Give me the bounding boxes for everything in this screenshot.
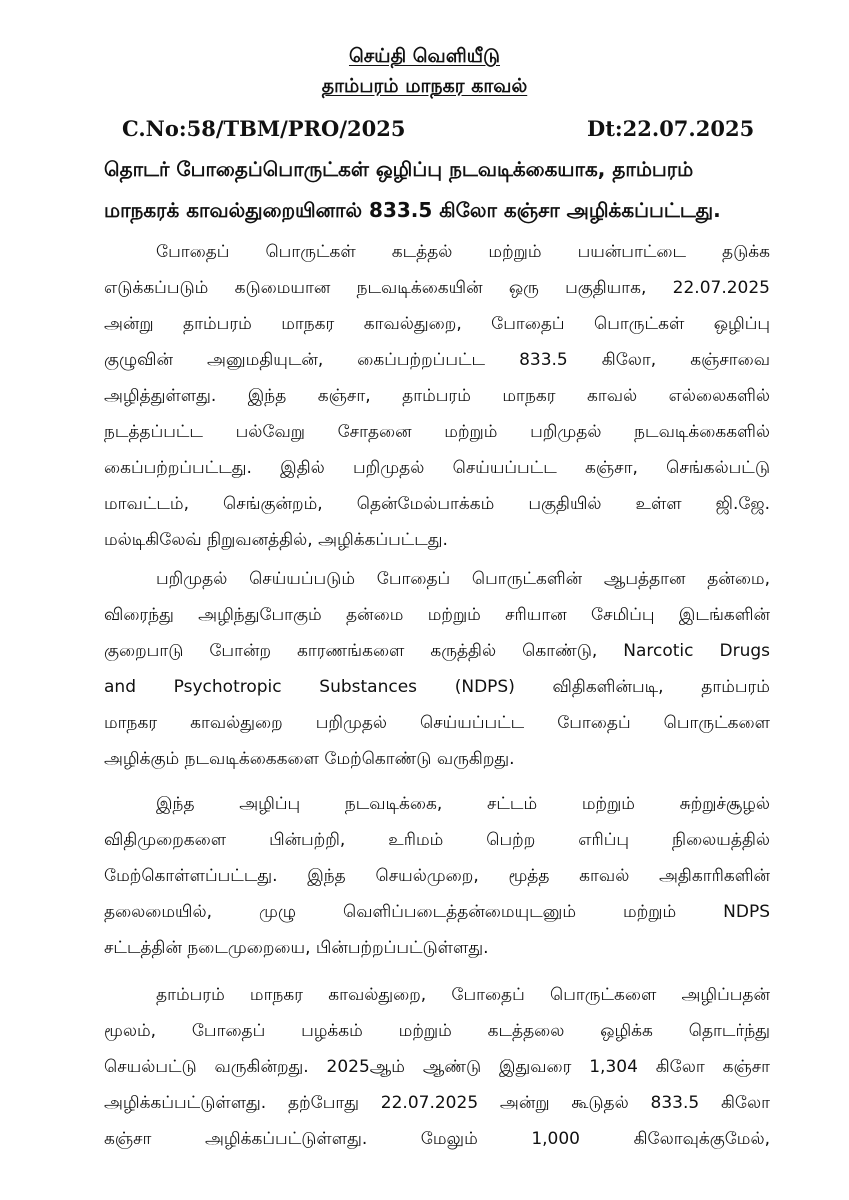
paragraph-line: எடுக்கப்படும் கடுமையான நடவடிக்கையின் ஒரு பகுதியாக, 22.07.2025 — [104, 278, 770, 298]
body-paragraph-4 — [104, 977, 770, 1157]
issuing-authority-text: தாம்பரம் மாநகர காவல் — [321, 75, 528, 97]
paragraph-line: செயல்பட்டு வருகின்றது. 2025ஆம் ஆண்டு இதுவரை 1,304 கிலோ கஞ்சா — [104, 1057, 770, 1077]
paragraph-line: மேற்கொள்ளப்பட்டது. இந்த செயல்முறை, மூத்த காவல் அதிகாரிகளின் — [104, 866, 770, 886]
paragraph-line: அன்று தாம்பரம் மாநகர காவல்துறை, போதைப் பொருட்கள் ஒழிப்பு — [104, 314, 770, 334]
body-paragraph-3 — [104, 786, 770, 966]
headline-line: மாநகரக் காவல்துறையினால் 833.5 கிலோ கஞ்சா அழிக்கப்பட்டது. — [104, 198, 721, 222]
paragraph-line: மாநகர காவல்துறை பறிமுதல் செய்யப்பட்ட போதைப் பொருட்களை — [104, 713, 770, 733]
paragraph-line: கஞ்சா அழிக்கப்பட்டுள்ளது. மேலும் 1,000 கிலோவுக்குமேல், — [104, 1129, 770, 1149]
paragraph-line: தாம்பரம் மாநகர காவல்துறை, போதைப் பொருட்களை அழிப்பதன் — [156, 985, 770, 1005]
body-paragraph-2 — [104, 561, 770, 777]
paragraph-line: இந்த அழிப்பு நடவடிக்கை, சட்டம் மற்றும் சுற்றுச்சூழல் — [156, 794, 770, 814]
paragraph-line: விரைந்து அழிந்துபோகும் தன்மை மற்றும் சரியான சேமிப்பு இடங்களின் — [104, 605, 770, 625]
paragraph-line: அழிக்கும் நடவடிக்கைகளை மேற்கொண்டு வருகிறது. — [104, 749, 515, 769]
paragraph-line: குறைபாடு போன்ற காரணங்களை கருத்தில் கொண்டு, Narcotic Drugs — [104, 641, 770, 661]
paragraph-line: தலைமையில், முழு வெளிப்படைத்தன்மையுடனும் மற்றும் NDPS — [104, 902, 770, 922]
paragraph-line: மல்டிகிலேவ் நிறுவனத்தில், அழிக்கப்பட்டது. — [104, 530, 448, 550]
paragraph-line: விதிமுறைகளை பின்பற்றி, உரிமம் பெற்ற எரிப்பு நிலையத்தில் — [104, 830, 770, 850]
paragraph-line: நடத்தப்பட்ட பல்வேறு சோதனை மற்றும் பறிமுதல் நடவடிக்கைகளில் — [104, 422, 770, 442]
paragraph-line: கைப்பற்றப்பட்டது. இதில் பறிமுதல் செய்யப்பட்ட கஞ்சா, செங்கல்பட்டு — [104, 458, 770, 478]
press-release-title-text: செய்தி வெளியீடு — [348, 45, 500, 67]
paragraph-line: பறிமுதல் செய்யப்படும் போதைப் பொருட்களின் ஆபத்தான தன்மை, — [156, 569, 770, 589]
paragraph-line: சட்டத்தின் நடைமுறையை, பின்பற்றப்பட்டுள்ளது. — [104, 938, 489, 958]
paragraph-line: போதைப் பொருட்கள் கடத்தல் மற்றும் பயன்பாட்டை தடுக்க — [156, 242, 770, 262]
release-date: Dt:22.07.2025 — [587, 116, 755, 141]
paragraph-line: and Psychotropic Substances (NDPS) விதிகளின்படி, தாம்பரம் — [104, 677, 770, 697]
paragraph-line: குழுவின் அனுமதியுடன், கைப்பற்றப்பட்ட 833.5 கிலோ, கஞ்சாவை — [104, 350, 770, 370]
paragraph-line: மாவட்டம், செங்குன்றம், தென்மேல்பாக்கம் பகுதியில் உள்ள ஜி.ஜே. — [104, 494, 770, 514]
paragraph-line: மூலம், போதைப் பழக்கம் மற்றும் கடத்தலை ஒழிக்க தொடர்ந்து — [104, 1021, 770, 1041]
circular-number: C.No:58/TBM/PRO/2025 — [122, 116, 406, 141]
body-paragraph-1 — [104, 234, 770, 558]
press-release-title — [0, 44, 849, 68]
paragraph-line: அழிக்கப்பட்டுள்ளது. தற்போது 22.07.2025 அன்று கூடுதல் 833.5 கிலோ — [104, 1093, 770, 1113]
headline-line: தொடர் போதைப்பொருட்கள் ஒழிப்பு நடவடிக்கையாக, தாம்பரம் — [104, 157, 694, 181]
issuing-authority — [0, 74, 849, 98]
paragraph-line: அழித்துள்ளது. இந்த கஞ்சா, தாம்பரம் மாநகர காவல் எல்லைகளில் — [104, 386, 770, 406]
